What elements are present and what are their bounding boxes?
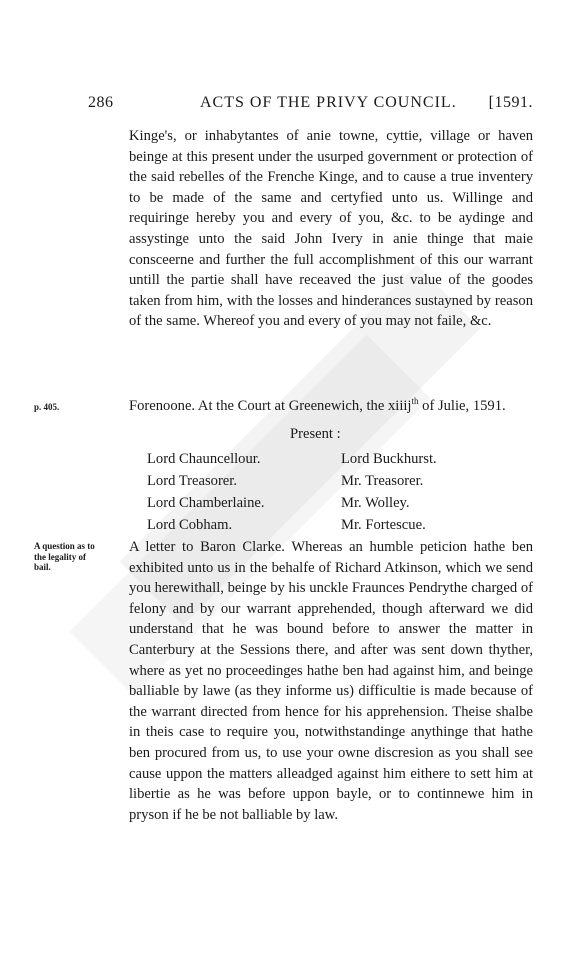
- page-number: 286: [88, 94, 114, 111]
- attendee: Lord Cobham.: [147, 517, 233, 533]
- attendees-right-column: [341, 448, 437, 536]
- letter-paragraph: A letter to Baron Clarke. Whereas an humble peticion hathe ben exhibited unto us in the behalfe of Richard Atkinson, which we send you herewithall, beinge by his unckle Fraunces Pendrythe charged of felony and by our warrant apprehended, though afterward we did understand that he was bound before to answer the matter in Canterbury at the Sessions there, and after was sent down thyther, where as yet no proceedinges hathe ben had against him, and beinge balliable by lawe (as they informe us) difficultie is made because of the warrant directed from hence for his apprehension. Theise shalbe in theis case to require you, notwithstandinge anythinge that hathe ben procured from us, to use your owne discresion as you shall see cause uppon the matters alleadged against him eithere to sett him at libertie as he was before uppon bayle, or to continnewe him in pryson if he be not balliable by law.: [129, 539, 533, 823]
- session-date: of Julie, 1591.: [418, 397, 506, 414]
- attendee: Lord Treasorer.: [147, 473, 237, 489]
- attendee: Mr. Treasorer.: [341, 473, 424, 489]
- margin-side-note: A question as to the legality of bail.: [34, 541, 95, 572]
- attendee: Lord Buckhurst.: [341, 451, 437, 467]
- present-label: Present :: [290, 426, 341, 442]
- margin-page-reference: p. 405.: [34, 402, 60, 412]
- attendee: Lord Chamberlaine.: [147, 495, 265, 511]
- running-title: ACTS OF THE PRIVY COUNCIL.: [200, 94, 457, 111]
- attendee: Lord Chauncellour.: [147, 451, 261, 467]
- session-heading: [129, 396, 533, 415]
- running-header: [88, 94, 533, 116]
- paragraph-continuation: Kinge's, or inhabytantes of anie towne, cyttie, village or haven beinge at this present under the usurped government or protection of the said rebelles of the Frenche Kinge, and to cause a true inventery to be made of the same and certyfied unto us. Willinge and requiringe hereby you and every of you, &c. to be aydinge and assystinge unto the said John Ivery in anie thinge that maie consceerne and further the full accomplishment of this our warrant untill the partie shall have receaved the just value of the goodes taken from him, with the losses and hinderances sustayned by reason of the same. Whereof you and every of you may not faile, &c.: [129, 128, 533, 330]
- attendees-left-column: [147, 448, 265, 536]
- session-text: Forenoone. At the Court at Greenewich, the xiiij: [129, 397, 412, 414]
- attendee: Mr. Wolley.: [341, 495, 410, 511]
- header-year: [1591.: [488, 94, 533, 111]
- attendee: Mr. Fortescue.: [341, 517, 426, 533]
- session-ordinal: th: [411, 396, 419, 406]
